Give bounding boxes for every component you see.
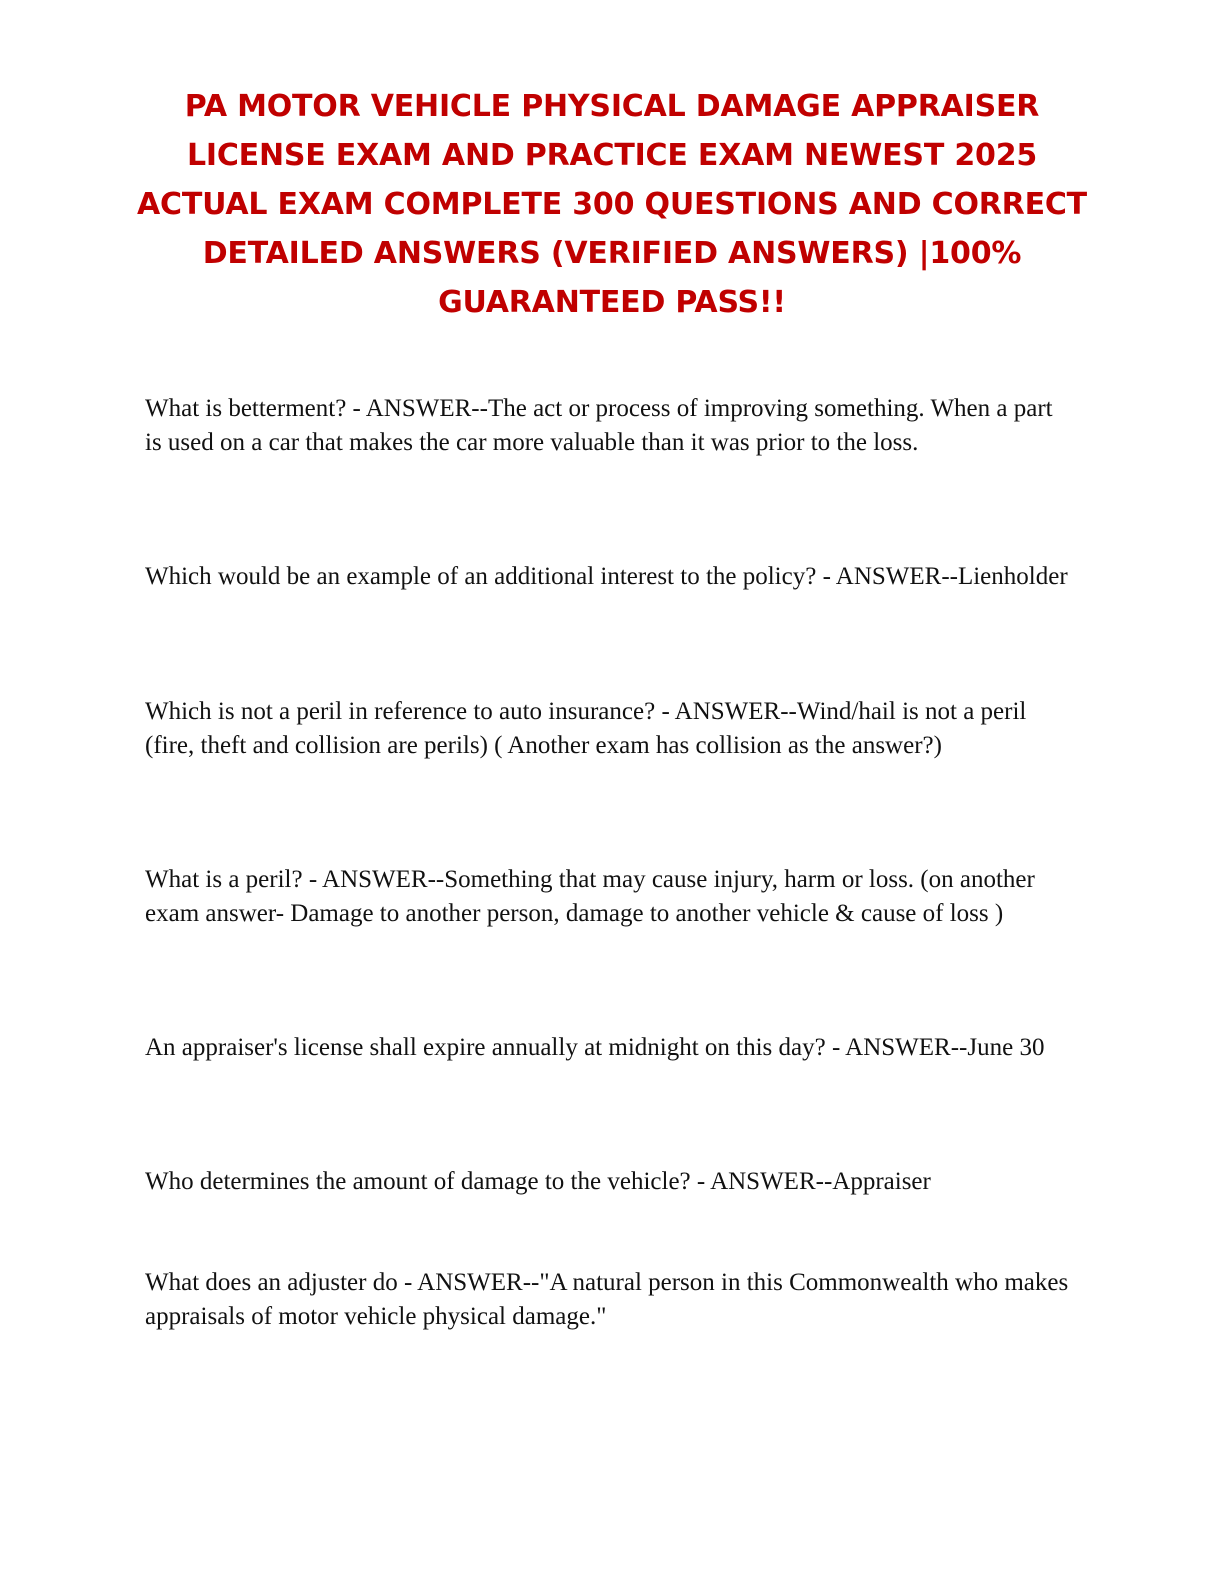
qa-item-not-a-peril: Which is not a peril in reference to auto insurance? - ANSWER--Wind/hail is not a peril (fire, theft and collision are perils) ( Another exam has collision as the answer?) bbox=[145, 698, 1027, 759]
qa-item-what-is-peril: What is a peril? - ANSWER--Something that may cause injury, harm or loss. (on another exam answer- Damage to another person, damage to another vehicle & cause of loss ) bbox=[145, 866, 1035, 927]
qa-item-license-expiry: An appraiser's license shall expire annually at midnight on this day? - ANSWER--June 30 bbox=[145, 1034, 1045, 1061]
qa-item-adjuster: What does an adjuster do - ANSWER--"A natural person in this Commonwealth who makes appraisals of motor vehicle physical damage." bbox=[145, 1269, 1069, 1330]
qa-item-additional-interest: Which would be an example of an additional interest to the policy? - ANSWER--Lienholder bbox=[145, 563, 1068, 590]
qa-item-betterment: What is betterment? - ANSWER--The act or process of improving something. When a part is used on a car that makes the car more valuable than it was prior to the loss. bbox=[145, 395, 1053, 456]
qa-item-damage-determination: Who determines the amount of damage to the vehicle? - ANSWER--Appraiser bbox=[145, 1168, 931, 1195]
document-title: PA MOTOR VEHICLE PHYSICAL DAMAGE APPRAISER LICENSE EXAM AND PRACTICE EXAM NEWEST 2025 ACTUAL EXAM COMPLETE 300 QUESTIONS AND CORRECT DETAILED ANSWERS (VERIFIED ANSWERS) |100% GUARANTEED PASS!! bbox=[137, 89, 1087, 320]
